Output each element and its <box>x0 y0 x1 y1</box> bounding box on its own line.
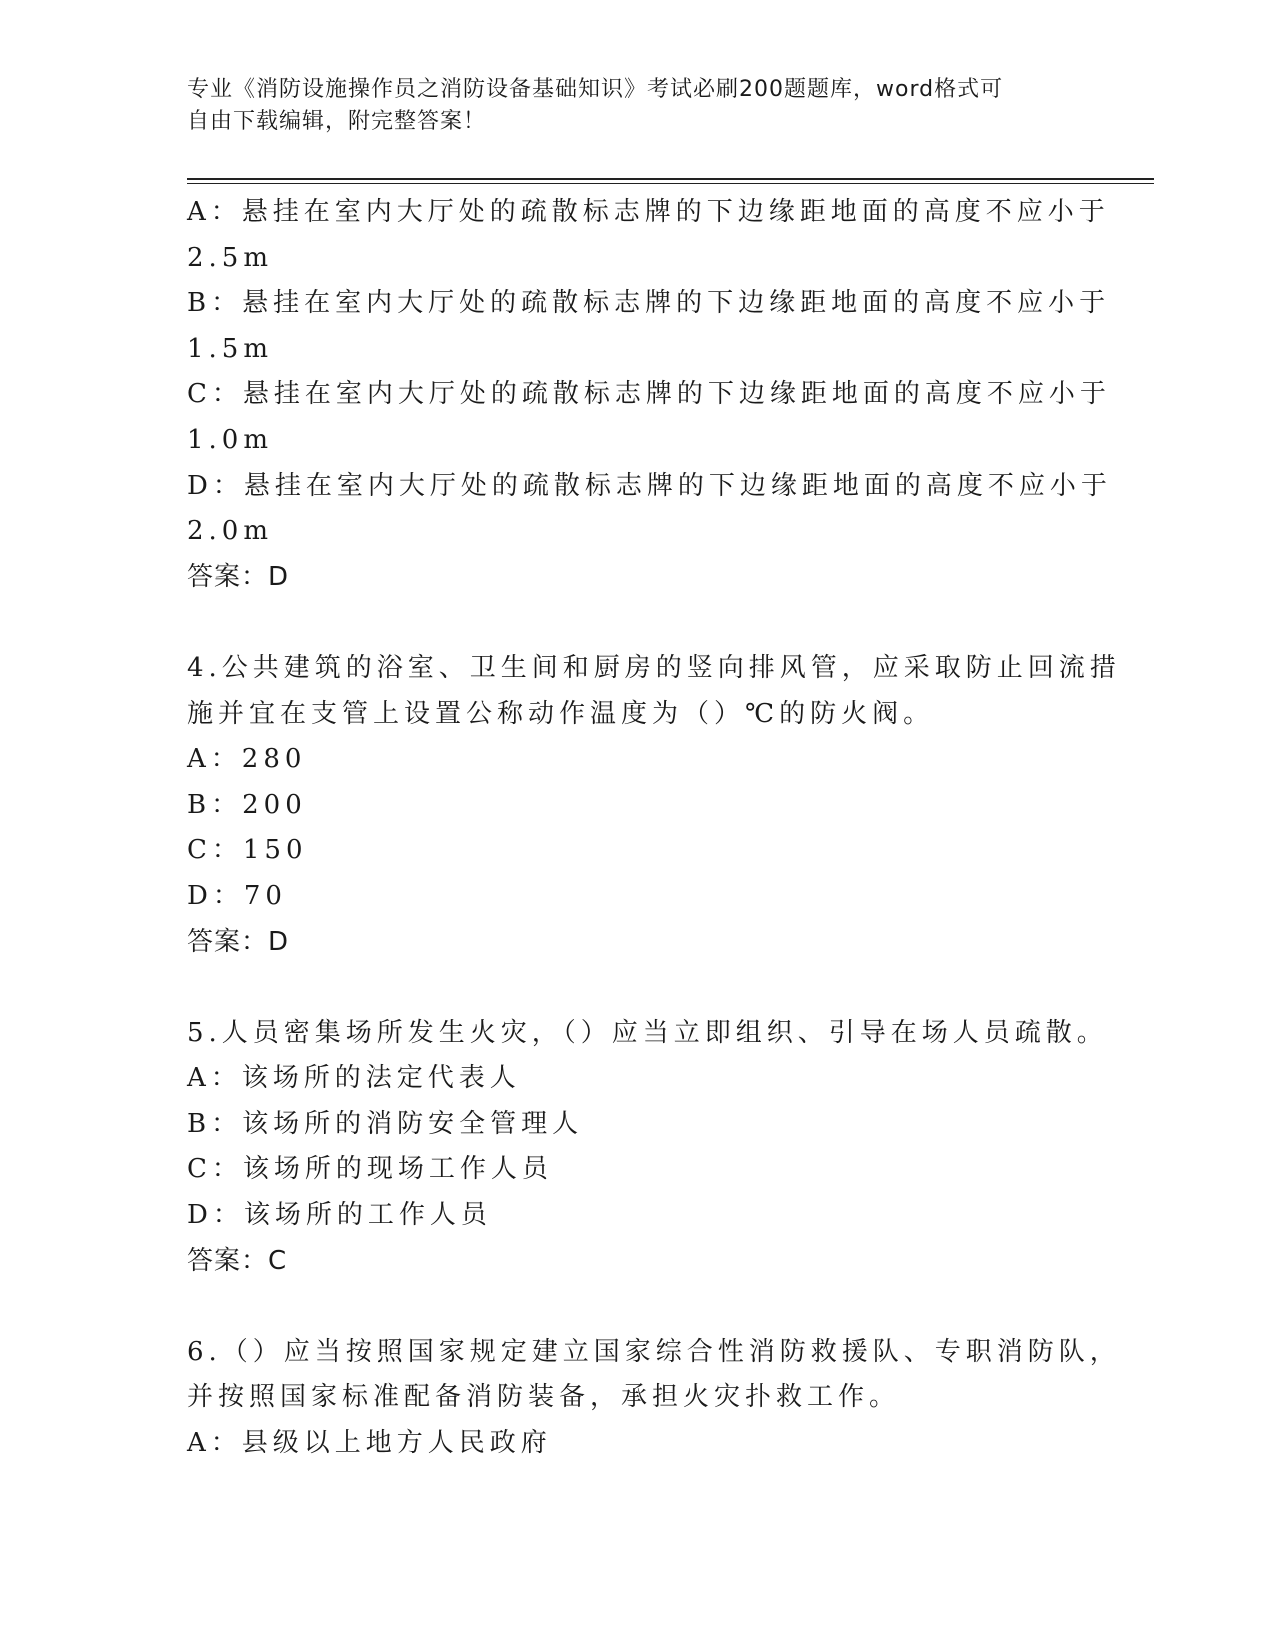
document-header <box>187 74 1087 138</box>
q3-option-b-line2: 1.5m <box>187 333 274 364</box>
q3-option-d-line1: D：悬挂在室内大厅处的疏散标志牌的下边缘距地面的高度不应小于 <box>187 470 1112 501</box>
question-3-options <box>187 190 1112 600</box>
q5-answer: 答案：C <box>187 1245 288 1276</box>
q4-stem-line1: 4.公共建筑的浴室、卫生间和厨房的竖向排风管，应采取防止回流措 <box>187 652 1121 683</box>
q4-option-a: A：280 <box>187 744 307 775</box>
q5-option-c: C：该场所的现场工作人员 <box>187 1154 553 1185</box>
q4-stem-line2: 施并宜在支管上设置公称动作温度为（）℃的防火阀。 <box>187 698 935 729</box>
q5-option-a: A：该场所的法定代表人 <box>187 1063 521 1094</box>
q4-answer: 答案：D <box>187 926 290 957</box>
q3-answer: 答案：D <box>187 561 290 592</box>
q4-option-c: C：150 <box>187 835 308 866</box>
header-line-2: 自由下载编辑，附完整答案！ <box>187 109 487 134</box>
question-4 <box>187 646 1121 965</box>
header-line-1: 专业《消防设施操作员之消防设备基础知识》考试必刷200题题库，word格式可 <box>187 77 1004 102</box>
q4-option-b: B：200 <box>187 789 307 820</box>
header-divider-thick <box>187 178 1154 180</box>
question-5 <box>187 1011 1108 1285</box>
q4-option-d: D：70 <box>187 880 287 911</box>
spacer <box>187 965 1087 1011</box>
q3-option-c-line1: C：悬挂在室内大厅处的疏散标志牌的下边缘距地面的高度不应小于 <box>187 379 1111 410</box>
q3-option-a-line2: 2.5m <box>187 242 274 273</box>
q5-option-b: B：该场所的消防安全管理人 <box>187 1108 584 1139</box>
q6-stem-line2: 并按照国家标准配备消防装备，承担火灾扑救工作。 <box>187 1382 901 1413</box>
q3-option-a-line1: A：悬挂在室内大厅处的疏散标志牌的下边缘距地面的高度不应小于 <box>187 197 1110 227</box>
q5-option-d: D：该场所的工作人员 <box>187 1200 492 1231</box>
q3-option-d-line2: 2.0m <box>187 516 274 547</box>
q6-stem-line1: 6.（）应当按照国家规定建立国家综合性消防救援队、专职消防队， <box>187 1336 1121 1367</box>
question-6 <box>187 1330 1121 1467</box>
q5-stem: 5.人员密集场所发生火灾，（）应当立即组织、引导在场人员疏散。 <box>187 1017 1108 1048</box>
header-divider-thin <box>187 183 1154 184</box>
q3-option-b-line1: B：悬挂在室内大厅处的疏散标志牌的下边缘距地面的高度不应小于 <box>187 288 1111 319</box>
q3-option-c-line2: 1.0m <box>187 424 274 455</box>
q6-option-a: A：县级以上地方人民政府 <box>187 1428 552 1459</box>
document-body <box>187 190 1121 1467</box>
spacer <box>187 600 1087 646</box>
spacer <box>187 1284 1087 1330</box>
